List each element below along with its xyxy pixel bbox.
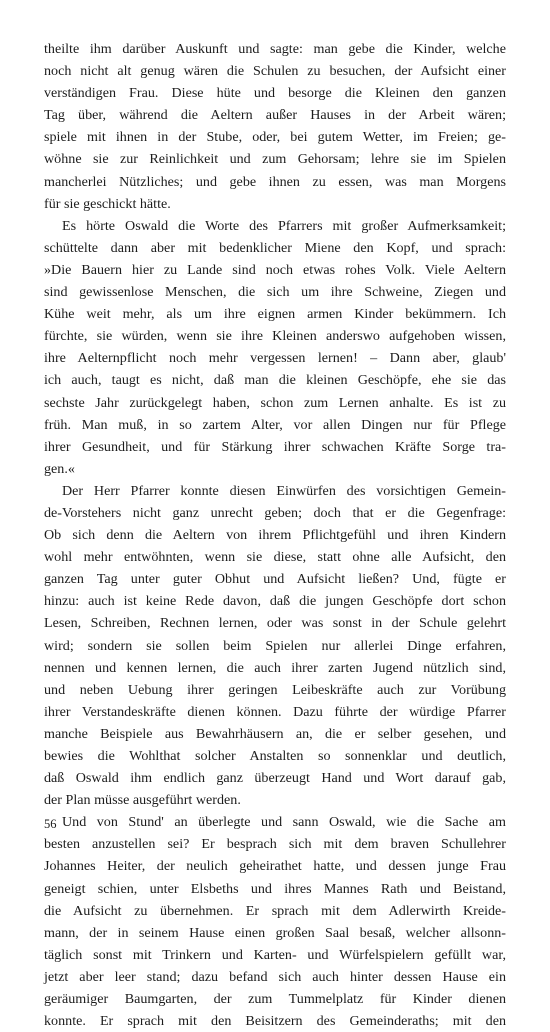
text-line: geräumiger Baumgarten, der zum Tummelplatz für Kinder dienen <box>44 991 506 1008</box>
text-line: nennen und kennen lernen, die auch ihrer zarten Jugend nützlich sind, <box>44 659 506 676</box>
text-line: Ob sich denn die Aeltern von ihrem Pflichtgefühl und ihren Kindern <box>44 527 506 544</box>
text-line: früh. Man muß, in so zartem Alter, vor allen Dingen nur für Pflege <box>44 416 506 433</box>
text-line: Und von Stund' an überlegte und sann Oswald, wie die Sache am <box>62 814 506 831</box>
text-line: spiele mit ihnen in der Stube, oder, bei gutem Wetter, im Freien; ge- <box>44 129 506 146</box>
text-line: daß Oswald ihm endlich ganz überzeugt Hand und Wort darauf gab, <box>44 770 506 787</box>
text-line: ganzen Tag unter guter Obhut und Aufsicht ließen? Und, fügte er <box>44 571 506 588</box>
text-line: Der Herr Pfarrer konnte diesen Einwürfen des vorsichtigen Gemein- <box>62 482 506 499</box>
text-line: Lesen, Schreiben, Rechnen lernen, oder was sonst in der Schule gelehrt <box>44 615 506 632</box>
text-line: hinzu: auch ist keine Rede davon, daß die jungen Geschöpfe dort schon <box>44 593 506 610</box>
text-line: besten anzustellen sei? Er besprach sich mit dem braven Schullehrer <box>44 836 506 853</box>
text-line: und neben Uebung ihrer geringen Leibeskräfte auch zur Vorübung <box>44 681 506 698</box>
text-line: ihrer Gesundheit, und für Stärkung ihrer schwachen Kräfte Sorge tra- <box>44 438 506 455</box>
text-line: ihre Aelternpflicht noch mehr vergessen lernen! – Dann aber, glaub' <box>44 350 506 367</box>
text-line: die Aufsicht zu übernehmen. Er sprach mit dem Adlerwirth Kreide- <box>44 902 506 919</box>
text-line: »Die Bauern hier zu Lande sind noch etwas rohes Volk. Viele Aeltern <box>44 261 506 278</box>
text-line: Tag über, während die Aeltern außer Hauses in der Arbeit wären; <box>44 107 506 124</box>
text-line: gen.« <box>44 460 75 477</box>
text-line: für sie geschickt hätte. <box>44 195 171 212</box>
text-line: konnte. Er sprach mit den Beisitzern des Gemeinderaths; mit den <box>44 1013 506 1030</box>
text-line: wird; sondern sie sollen beim Spielen nur allerlei Dinge erfahren, <box>44 637 506 654</box>
text-line: wöhne sie zur Reinlichkeit und zum Gehorsam; lehre sie im Spielen <box>44 151 506 168</box>
text-line: mann, der in seinem Hause einen großen Saal besaß, welcher allsonn- <box>44 924 506 941</box>
text-line: Johannes Heiter, der neulich geheirathet hatte, und dessen junge Frau <box>44 858 506 875</box>
text-line: täglich sonst mit Trinkern und Karten- und Würfelspielern gefüllt war, <box>44 946 506 963</box>
text-line: sind gewissenlose Menschen, die sich um ihre Schweine, Ziegen und <box>44 284 506 301</box>
text-line: bewies die Wohlthat solcher Anstalten so sonnenklar und deutlich, <box>44 748 506 764</box>
text-line: theilte ihm darüber Auskunft und sagte: man gebe die Kinder, welche <box>44 41 506 57</box>
text-line: Es hörte Oswald die Worte des Pfarrers mit großer Aufmerksamkeit; <box>62 217 506 234</box>
text-line: ihrer Verstandeskräfte dienen können. Dazu führte der würdige Pfarrer <box>44 703 506 720</box>
text-line: noch nicht alt genug wären die Schulen zu besuchen, der Aufsicht einer <box>44 63 506 80</box>
text-line: der Plan müsse ausgeführt werden. <box>44 792 241 809</box>
text-line: fürchte, sie würden, wenn sie ihre Kleinen anderswo aufgehoben wissen, <box>44 328 506 345</box>
text-line: jetzt aber leer stand; dazu befand sich auch hinter dessen Hause ein <box>44 968 506 985</box>
page-text-block <box>44 38 506 1032</box>
text-line: manche Beispiele aus Bewahrhäusern an, die er selber gesehen, und <box>44 725 506 742</box>
text-line: de-Vorstehers nicht ganz unrecht geben; doch that er die Gegenfrage: <box>44 504 506 521</box>
text-line: mancherlei Nützliches; und gebe ihnen zu essen, was man Morgens <box>44 173 506 190</box>
text-line: wohl mehr entwöhnten, wenn sie diese, statt ohne alle Aufsicht, den <box>44 549 506 566</box>
text-line: verständigen Frau. Diese hüte und besorge die Kleinen den ganzen <box>44 85 506 102</box>
text-line: ich auch, taugt es nicht, daß man die kleinen Geschöpfe, ehe sie das <box>44 372 506 389</box>
text-line: sechste Jahr zurückgelegt haben, schon zum Lernen anhalte. Es ist zu <box>44 394 506 411</box>
text-line: schüttelte dann aber mit bedenklicher Miene den Kopf, und sprach: <box>44 239 506 256</box>
page-number: 56 <box>44 817 57 831</box>
text-line: Kühe weit mehr, als um ihre eignen armen Kinder bekümmern. Ich <box>44 306 506 323</box>
text-line: geneigt schien, unter Elsbeths und ihres Mannes Rath und Beistand, <box>44 880 506 897</box>
